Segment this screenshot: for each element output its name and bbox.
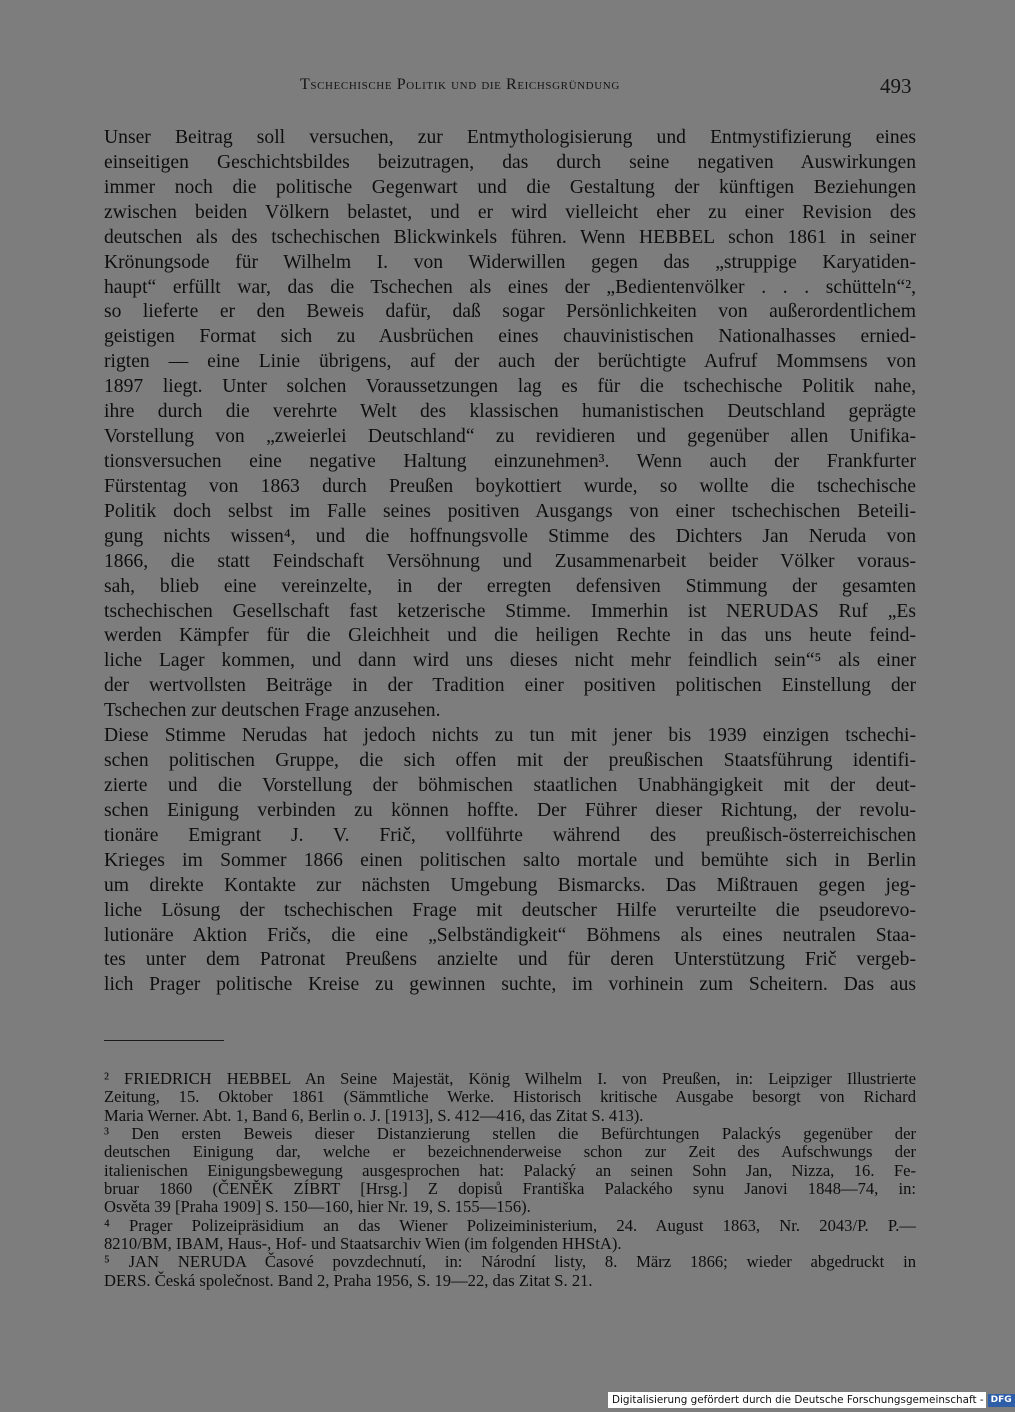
- funding-notice: Digitalisierung gefördert durch die Deutsche Forschungsgemeinschaft -: [612, 1394, 984, 1406]
- body-line: 1897 liegt. Unter solchen Voraussetzungen lag es für die tschechische Politik nahe,: [104, 376, 916, 398]
- footnote-line: Maria Werner. Abt. 1, Band 6, Berlin o. J. [1913], S. 412—416, das Zitat S. 413).: [104, 1105, 644, 1125]
- body-line: tes unter dem Patronat Preußens anzielte und für deren Unterstützung Frič vergeb-: [104, 949, 916, 971]
- page-header: [0, 74, 1000, 104]
- dfg-logo: DFG: [988, 1394, 1015, 1407]
- body-line: tschechischen Gesellschaft fast ketzerische Stimme. Immerhin ist NERUDAS Ruf „Es: [104, 600, 916, 622]
- body-line: liche Lösung der tschechischen Frage mit deutscher Hilfe verurteilte die pseudorevo-: [104, 899, 916, 921]
- body-line: um direkte Kontakte zur nächsten Umgebung Bismarcks. Das Mißtrauen gegen jeg-: [104, 874, 916, 896]
- footnotes: [104, 1070, 916, 1290]
- body-line: werden Kämpfer für die Gleichheit und die heiligen Rechte in das uns heute feind-: [104, 625, 916, 647]
- body-line: Krönungsode für Wilhelm I. von Widerwillen gegen das „struppige Karyatiden-: [104, 251, 916, 273]
- body-line: geistigen Format sich zu Ausbrüchen eines chauvinistischen Nationalhasses ernied-: [104, 326, 916, 348]
- body-line: Politik doch selbst im Falle seines positiven Ausgangs von einer tschechischen Beteili-: [104, 500, 916, 522]
- footnote-divider: [104, 1040, 224, 1041]
- body-line: der wertvollsten Beiträge in der Tradition einer positiven politischen Einstellung der: [104, 675, 916, 697]
- body-line: Vorstellung von „zweierlei Deutschland“ zu revidieren und gegenüber allen Unifika-: [104, 426, 916, 448]
- body-line: schen politischen Gruppe, die sich offen mit der preußischen Staatsführung identifi-: [104, 750, 916, 772]
- body-line: sah, blieb eine vereinzelte, in der erregten defensiven Stimmung der gesamten: [104, 575, 916, 597]
- body-line: ihre durch die verehrte Welt des klassischen humanistischen Deutschland geprägte: [104, 401, 916, 423]
- body-line: Tschechen zur deutschen Frage anzusehen.: [104, 700, 441, 722]
- page-number: 493: [880, 74, 912, 98]
- body-line: einseitigen Geschichtsbildes beizutragen, das durch seine negativen Auswirkungen: [104, 151, 916, 173]
- body-line: Unser Beitrag soll versuchen, zur Entmythologisierung und Entmystifizierung eines: [104, 127, 916, 148]
- body-text: [104, 126, 916, 998]
- body-line: zwischen beiden Völkern belastet, und er wird vielleicht eher zu einer Revision des: [104, 201, 916, 223]
- body-line: rigten — eine Linie übrigens, auf der auch der berüchtigte Aufruf Mommsens von: [104, 351, 916, 373]
- body-line: haupt“ erfüllt war, das die Tschechen als eines der „Bedientenvölker . . . schütteln“²,: [104, 276, 916, 298]
- footnote-line: DERS. Česká společnost. Band 2, Praha 1956, S. 19—22, das Zitat S. 21.: [104, 1270, 593, 1290]
- body-line: gung nichts wissen⁴, und die hoffnungsvolle Stimme des Dichters Jan Neruda von: [104, 525, 916, 547]
- body-line: tionäre Emigrant J. V. Frič, vollführte während des preußisch-österreichischen: [104, 824, 916, 846]
- footnote-line: deutschen Einigung dar, welche er bezeichnenderweise schon zur Zeit des Aufschwungs der: [104, 1142, 916, 1162]
- body-line: Diese Stimme Nerudas hat jedoch nichts zu tun mit jener bis 1939 einzigen tschechi-: [104, 725, 916, 747]
- footnote-line: italienischen Einigungsbewegung ausgesprochen hat: Palacký an seinen Sohn Jan, Nizza, 16. Fe-: [104, 1160, 916, 1180]
- body-line: deutschen als des tschechischen Blickwinkels führen. Wenn HEBBEL schon 1861 in seiner: [104, 226, 916, 248]
- running-head: Tschechische Politik und die Reichsgründung: [300, 76, 620, 93]
- footnote-line: Zeitung, 15. Oktober 1861 (Sämmtliche Werke. Historisch kritische Ausgabe besorgt von Richard: [104, 1087, 916, 1107]
- body-line: tionsversuchen eine negative Haltung einzunehmen³. Wenn auch der Frankfurter: [104, 450, 916, 472]
- body-line: 1866, die statt Feindschaft Versöhnung und Zusammenarbeit beider Völker voraus-: [104, 550, 916, 572]
- body-line: liche Lager kommen, und dann wird uns dieses nicht mehr feindlich sein“⁵ als einer: [104, 650, 916, 672]
- body-line: immer noch die politische Gegenwart und die Gestaltung der künftigen Beziehungen: [104, 176, 916, 198]
- footnote-line: ⁵ JAN NERUDA Časové povzdechnutí, in: Národní listy, 8. März 1866; wieder abgedruckt in: [104, 1252, 916, 1272]
- footnote-line: 8210/BM, IBAM, Haus-, Hof- und Staatsarchiv Wien (im folgenden HHStA).: [104, 1234, 622, 1254]
- body-line: lutionäre Aktion Fričs, die eine „Selbständigkeit“ Böhmens als eines neutralen Staa-: [104, 924, 916, 946]
- body-line: Krieges im Sommer 1866 einen politischen salto mortale und bemühte sich in Berlin: [104, 849, 916, 871]
- body-line: Fürstentag von 1863 durch Preußen boykottiert wurde, so wollte die tschechische: [104, 475, 916, 497]
- footnote-line: Osvěta 39 [Praha 1909] S. 150—160, hier Nr. 19, S. 155—156).: [104, 1197, 531, 1217]
- footnote-line: ² FRIEDRICH HEBBEL An Seine Majestät, König Wilhelm I. von Preußen, in: Leipziger Illustrierte: [104, 1069, 916, 1088]
- footnote-line: bruar 1860 (ČENĚK ZÍBRT [Hrsg.] Z dopisů Františka Palackého synu Janovi 1848—74, in:: [104, 1179, 916, 1199]
- digitization-footer: [608, 1392, 1012, 1408]
- body-line: lich Prager politische Kreise zu gewinnen suchte, im vorhinein zum Scheitern. Das aus: [104, 974, 916, 996]
- body-line: zierte und die Vorstellung der böhmischen staatlichen Unabhängigkeit mit der deut-: [104, 774, 916, 796]
- body-line: so lieferte er den Beweis dafür, daß sogar Persönlichkeiten von außerordentlichem: [104, 301, 916, 323]
- body-line: schen Einigung verbinden zu können hoffte. Der Führer dieser Richtung, der revolu-: [104, 799, 916, 821]
- footnote-line: ⁴ Prager Polizeipräsidium an das Wiener Polizeiministerium, 24. August 1863, Nr. 2043/P. P.—: [104, 1215, 916, 1235]
- footnote-line: ³ Den ersten Beweis dieser Distanzierung stellen die Befürchtungen Palackýs gegenüber der: [104, 1124, 916, 1144]
